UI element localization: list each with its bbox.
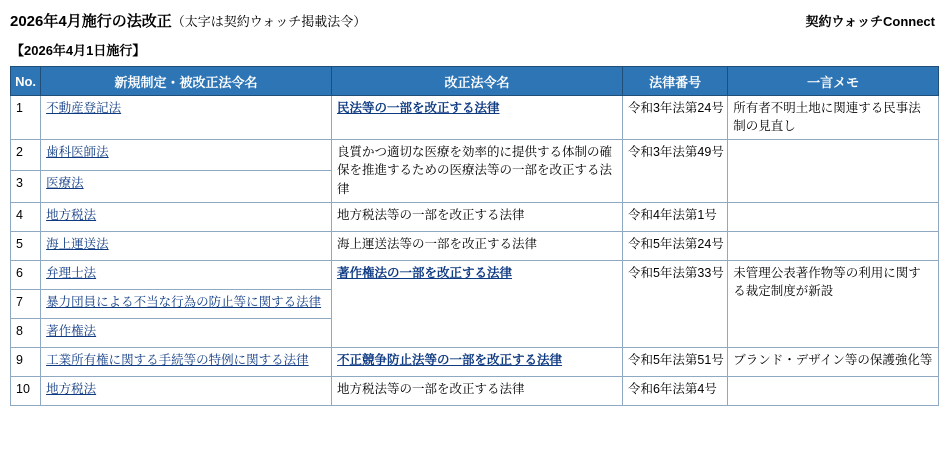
row-number: 10 [11,376,41,405]
column-header-no: No. [11,67,41,96]
table-body [11,96,939,406]
amendment-name-link: 地方税法等の一部を改正する法律 [337,381,525,396]
row-number: 6 [11,260,41,289]
law-name-cell [41,140,332,171]
law-name-cell [41,318,332,347]
table-header-row [11,67,939,96]
amendment-name-link: 地方税法等の一部を改正する法律 [337,207,525,222]
memo-cell: 未管理公表著作物等の利用に関する裁定制度が新設 [728,260,939,347]
amendment-name-cell [332,140,623,202]
law-name-link[interactable]: 歯科医師法 [46,145,109,160]
law-name-cell [41,96,332,140]
law-name-link[interactable]: 暴力団員による不当な行為の防止等に関する法律 [46,294,322,309]
memo-cell [728,231,939,260]
row-number: 8 [11,318,41,347]
law-number-cell: 令和5年法第24号 [622,231,727,260]
table-row [11,347,939,376]
page-title-sub: （太字は契約ウォッチ掲載法令） [171,14,367,29]
law-number-cell: 令和3年法第24号 [622,96,727,140]
law-name-link[interactable]: 著作権法 [46,323,97,338]
amendment-name-link: 海上運送法等の一部を改正する法律 [337,236,538,251]
memo-cell: ブランド・デザイン等の保護強化等 [728,347,939,376]
amendment-name-cell [332,96,623,140]
column-header-law-name: 新規制定・被改正法令名 [41,67,332,96]
law-number-cell: 令和6年法第4号 [622,376,727,405]
page-title-main: 2026年4月施行の法改正 [10,13,172,30]
row-number: 3 [11,171,41,202]
law-name-link[interactable]: 地方税法 [46,381,97,396]
amendment-name-cell [332,231,623,260]
effective-date-heading: 【2026年4月1日施行】 [11,43,146,58]
amendment-name-cell [332,347,623,376]
law-number-cell: 令和5年法第33号 [622,260,727,347]
law-name-cell [41,231,332,260]
row-number: 2 [11,140,41,171]
row-number: 1 [11,96,41,140]
law-name-cell [41,202,332,231]
row-number: 7 [11,289,41,318]
memo-cell [728,376,939,405]
column-header-amendment-name: 改正法令名 [332,67,623,96]
column-header-memo: 一言メモ [728,67,939,96]
amendment-name-link[interactable]: 不正競争防止法等の一部を改正する法律 [337,352,563,367]
page-title [10,10,366,31]
table-row [11,231,939,260]
law-name-cell [41,171,332,202]
table-row [11,202,939,231]
table-row [11,140,939,171]
brand-label: 契約ウォッチConnect [805,14,935,29]
table-row [11,260,939,289]
amendment-name-cell [332,202,623,231]
law-name-link[interactable]: 海上運送法 [46,236,109,251]
table-row [11,376,939,405]
law-name-link[interactable]: 弁理士法 [46,265,97,280]
law-name-link[interactable]: 地方税法 [46,207,97,222]
law-name-link[interactable]: 医療法 [46,176,84,191]
row-number: 5 [11,231,41,260]
law-number-cell: 令和3年法第49号 [622,140,727,202]
law-number-cell: 令和4年法第1号 [622,202,727,231]
amendment-name-cell [332,260,623,347]
law-name-cell [41,376,332,405]
law-number-cell: 令和5年法第51号 [622,347,727,376]
row-number: 4 [11,202,41,231]
memo-cell: 所有者不明土地に関連する民事法制の見直し [728,96,939,140]
table-row [11,96,939,140]
memo-cell [728,140,939,202]
row-number: 9 [11,347,41,376]
law-amendment-table [10,66,939,406]
column-header-law-number: 法律番号 [622,67,727,96]
law-name-cell [41,289,332,318]
amendment-name-link[interactable]: 著作権法の一部を改正する法律 [337,265,513,280]
memo-cell [728,202,939,231]
amendment-name-link[interactable]: 民法等の一部を改正する法律 [337,101,500,115]
amendment-name-link: 良質かつ適切な医療を効率的に提供する体制の確保を推進するための医療法等の一部を改正する法律 [337,145,613,196]
law-name-link[interactable]: 不動産登記法 [46,101,122,115]
law-name-cell [41,260,332,289]
law-name-cell [41,347,332,376]
document-header [10,10,939,31]
amendment-name-cell [332,376,623,405]
law-name-link[interactable]: 工業所有権に関する手続等の特例に関する法律 [46,352,309,367]
